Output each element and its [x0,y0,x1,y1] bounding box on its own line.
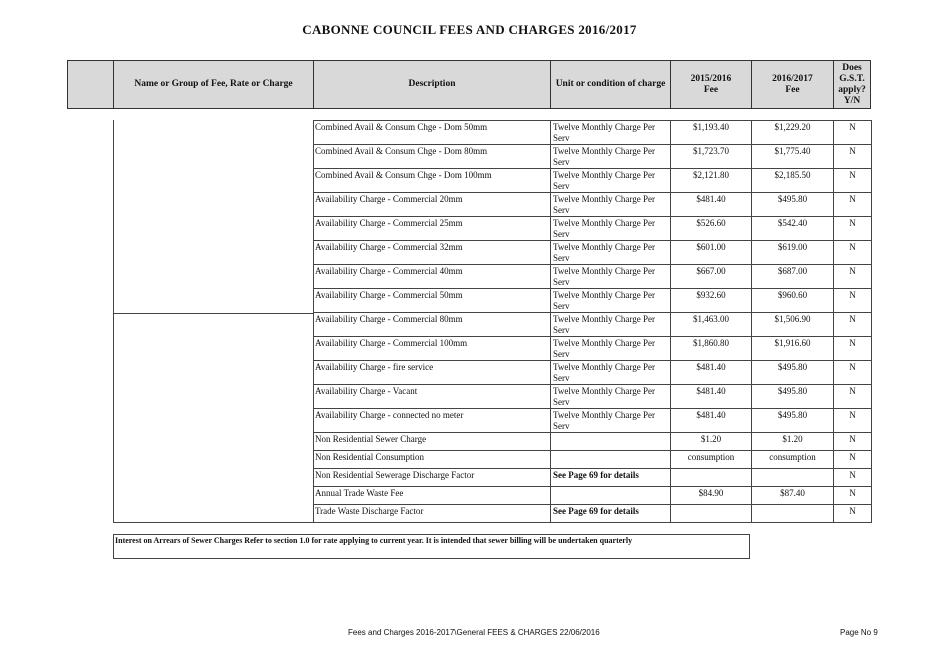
row-unit [550,451,670,469]
row-fee-2015: $526.60 [670,217,751,241]
table-top-border [313,120,872,121]
row-fee-2016: $2,185.50 [751,169,833,193]
row-unit: Twelve Monthly Charge Per Serv [550,121,670,145]
row-fee-2015: $84.90 [670,487,751,505]
row-unit: See Page 69 for details [550,469,670,487]
header-blank [68,61,114,108]
row-fee-2016: $1,229.20 [751,121,833,145]
row-fee-2016: $960.60 [751,289,833,313]
row-gst: N [833,409,872,433]
row-description: Availability Charge - fire service [313,361,550,385]
row-description: Annual Trade Waste Fee [313,487,550,505]
row-fee-2015: consumption [670,451,751,469]
row-fee-2016: $495.80 [751,193,833,217]
group-divider [113,313,313,314]
row-description: Availability Charge - Commercial 40mm [313,265,550,289]
header-name: Name or Group of Fee, Rate or Charge [114,61,314,108]
row-fee-2016: $619.00 [751,241,833,265]
row-unit: Twelve Monthly Charge Per Serv [550,217,670,241]
row-fee-2015 [670,469,751,487]
row-fee-2015 [670,505,751,523]
row-unit: Twelve Monthly Charge Per Serv [550,361,670,385]
row-unit: Twelve Monthly Charge Per Serv [550,313,670,337]
row-fee-2015: $1,193.40 [670,121,751,145]
header-description: Description [314,61,551,108]
row-gst: N [833,121,872,145]
row-description: Non Residential Consumption [313,451,550,469]
header-fee-2016: 2016/2017 Fee [752,61,834,108]
row-unit: Twelve Monthly Charge Per Serv [550,241,670,265]
row-unit: See Page 69 for details [550,505,670,523]
table-header [67,60,871,109]
row-gst: N [833,487,872,505]
group-bottom-border [113,522,313,523]
row-fee-2015: $1,860.80 [670,337,751,361]
row-fee-2015: $481.40 [670,385,751,409]
row-fee-2016: $1,506.90 [751,313,833,337]
row-gst: N [833,313,872,337]
row-unit: Twelve Monthly Charge Per Serv [550,193,670,217]
row-fee-2015: $601.00 [670,241,751,265]
row-unit: Twelve Monthly Charge Per Serv [550,289,670,313]
row-fee-2016: $495.80 [751,385,833,409]
row-description: Availability Charge - Commercial 100mm [313,337,550,361]
row-fee-2015: $932.60 [670,289,751,313]
row-fee-2016: $1,775.40 [751,145,833,169]
row-description: Availability Charge - Commercial 32mm [313,241,550,265]
row-description: Availability Charge - Commercial 20mm [313,193,550,217]
row-unit [550,433,670,451]
row-unit: Twelve Monthly Charge Per Serv [550,169,670,193]
row-description: Availability Charge - Commercial 25mm [313,217,550,241]
row-unit: Twelve Monthly Charge Per Serv [550,385,670,409]
row-fee-2016: $687.00 [751,265,833,289]
page-title: CABONNE COUNCIL FEES AND CHARGES 2016/2017 [302,22,637,37]
row-fee-2016 [751,505,833,523]
row-description: Trade Waste Discharge Factor [313,505,550,523]
row-description: Availability Charge - connected no meter [313,409,550,433]
interest-note: Interest on Arrears of Sewer Charges Refer to section 1.0 for rate applying to current year. It is intended that sewer billing will be undertaken quarterly [113,534,750,559]
row-description: Non Residential Sewerage Discharge Factor [313,469,550,487]
row-fee-2015: $1,463.00 [670,313,751,337]
row-description: Combined Avail & Consum Chge - Dom 80mm [313,145,550,169]
row-unit [550,487,670,505]
row-fee-2015: $481.40 [670,409,751,433]
row-gst: N [833,469,872,487]
row-fee-2015: $2,121.80 [670,169,751,193]
header-fee-2015: 2015/2016 Fee [671,61,752,108]
row-gst: N [833,241,872,265]
row-unit: Twelve Monthly Charge Per Serv [550,265,670,289]
row-fee-2016: $1,916.60 [751,337,833,361]
footer-source: Fees and Charges 2016-2017\General FEES & CHARGES 22/06/2016 [348,628,600,637]
row-description: Availability Charge - Commercial 80mm [313,313,550,337]
row-gst: N [833,451,872,469]
row-unit: Twelve Monthly Charge Per Serv [550,409,670,433]
row-fee-2016: $542.40 [751,217,833,241]
row-fee-2016 [751,469,833,487]
row-gst: N [833,265,872,289]
row-gst: N [833,193,872,217]
row-description: Combined Avail & Consum Chge - Dom 100mm [313,169,550,193]
row-gst: N [833,169,872,193]
row-fee-2016: $495.80 [751,409,833,433]
row-gst: N [833,145,872,169]
row-description: Availability Charge - Vacant [313,385,550,409]
row-gst: N [833,337,872,361]
header-gst: Does G.S.T. apply? Y/N [838,62,866,106]
row-fee-2015: $481.40 [670,361,751,385]
row-fee-2015: $481.40 [670,193,751,217]
row-gst: N [833,505,872,523]
group-left-border [113,120,114,523]
row-fee-2016: $495.80 [751,361,833,385]
row-unit: Twelve Monthly Charge Per Serv [550,145,670,169]
footer-page-number: Page No 9 [840,628,878,637]
row-fee-2016: consumption [751,451,833,469]
row-gst: N [833,217,872,241]
row-fee-2015: $1,723.70 [670,145,751,169]
row-gst: N [833,433,872,451]
row-fee-2016: $1.20 [751,433,833,451]
row-fee-2015: $1.20 [670,433,751,451]
row-gst: N [833,289,872,313]
header-unit: Unit or condition of charge [551,61,671,108]
row-fee-2016: $87.40 [751,487,833,505]
row-unit: Twelve Monthly Charge Per Serv [550,337,670,361]
row-fee-2015: $667.00 [670,265,751,289]
row-gst: N [833,385,872,409]
row-description: Availability Charge - Commercial 50mm [313,289,550,313]
row-description: Combined Avail & Consum Chge - Dom 50mm [313,121,550,145]
row-description: Non Residential Sewer Charge [313,433,550,451]
row-gst: N [833,361,872,385]
